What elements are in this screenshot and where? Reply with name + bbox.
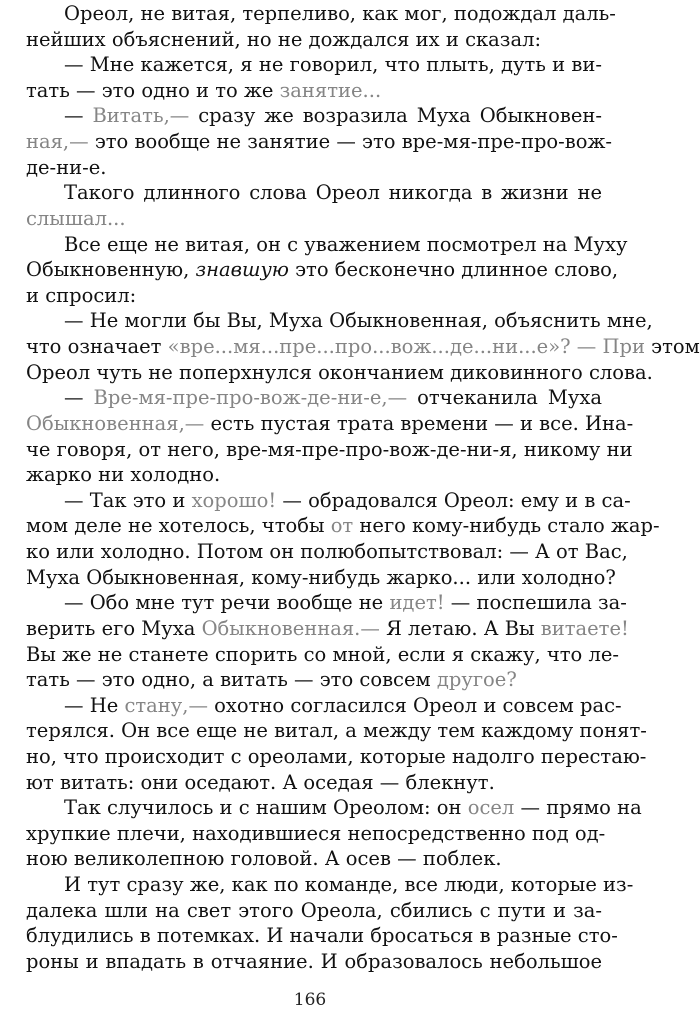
text-segment: этом <box>644 335 700 359</box>
text-line: но, что происходит с ореолами, которые надолго перестаю- <box>26 744 647 768</box>
text-line: терялся. Он все еще не витал, а между тем каждому понят- <box>26 719 647 743</box>
text-segment: — Обо мне тут речи вообще не <box>64 591 390 615</box>
text-segment: есть пустая трата времени — и все. Ина- <box>204 411 634 435</box>
text-segment: охотно согласился Ореол и совсем рас- <box>207 693 622 717</box>
text-segment: занятие... <box>279 78 382 102</box>
text-line <box>26 668 602 692</box>
text-segment: — Не <box>64 693 125 717</box>
text-line: далека шли на свет этого Ореола, сбились с пути и за- <box>26 898 602 922</box>
text-line <box>26 130 613 154</box>
text-line: — Мне кажется, я не говорил, что плыть, дуть и ви- <box>64 53 602 77</box>
text-line <box>26 335 700 359</box>
text-segment: него кому-нибудь стало жар- <box>353 514 660 538</box>
text-segment: — поспешила за- <box>444 591 627 615</box>
text-segment: Вре-мя-пре-про-вож-де-ни-е,— <box>93 386 408 410</box>
text-segment: Я летаю. А Вы <box>379 616 541 640</box>
text-line <box>64 488 631 513</box>
text-line: блудились в потемках. И начали бросаться в разные сто- <box>26 924 618 948</box>
text-line <box>64 796 642 820</box>
text-segment: тать — это одно, а витать — это совсем <box>26 668 437 692</box>
text-segment: Обыкновенную, <box>26 258 196 282</box>
text-segment: знавшую <box>195 258 289 282</box>
text-line <box>26 258 619 282</box>
text-line <box>26 514 660 538</box>
text-line: И тут сразу же, как по команде, все люди, которые из- <box>64 873 634 897</box>
text-line: ко или холодно. Потом он полюбопытствовал: — А от Вас, <box>26 540 628 564</box>
text-segment: Так случилось и с нашим Ореолом: он <box>64 796 468 820</box>
text-line: — Не могли бы Вы, Муха Обыкновенная, объяснить мне, <box>64 309 653 333</box>
text-segment: витаете! <box>540 616 629 640</box>
text-segment: хорошо! <box>191 488 277 512</box>
text-line <box>26 616 629 641</box>
text-segment: отчеканила Муха <box>407 386 602 410</box>
text-line: Такого длинного слова Ореол никогда в жизни не <box>64 181 602 205</box>
page-number: 166 <box>293 990 327 1010</box>
text-segment: сразу же возразила Муха Обыкновен- <box>189 104 602 128</box>
text-segment: Витать,— <box>92 104 190 128</box>
text-segment: «вре...мя...пре...про...вож...де...ни...е»? — При <box>167 335 645 359</box>
text-segment: верить его Муха <box>26 616 202 640</box>
text-line: и спросил: <box>26 283 137 307</box>
text-segment: осел <box>467 796 515 820</box>
text-line <box>64 104 602 128</box>
text-line: роны и впадать в отчаяние. И образовалось небольшое <box>26 949 602 973</box>
text-segment: это вообще не занятие — это вре-мя-пре-про-вож- <box>88 130 613 154</box>
text-segment: это бесконечно длинное слово, <box>288 258 619 282</box>
text-line <box>26 207 602 231</box>
text-line: ют витать: они оседают. А оседая — блекнут. <box>26 770 495 794</box>
text-segment: мом деле не хотелось, чтобы <box>26 514 331 538</box>
text-line: хрупкие плечи, находившиеся непосредственно под од- <box>26 821 606 845</box>
text-segment: слышал... <box>26 206 126 230</box>
text-segment: — <box>64 104 93 128</box>
text-segment: — <box>64 386 94 410</box>
text-segment: идет! <box>389 591 445 615</box>
text-segment: тать — это одно и то же <box>26 78 280 102</box>
text-line: жарко ни холодно. <box>26 463 221 487</box>
text-line <box>64 693 622 718</box>
text-line <box>64 386 602 410</box>
text-line <box>26 79 602 103</box>
text-segment: что означает <box>26 335 168 359</box>
text-segment: от <box>330 514 354 538</box>
text-line: Вы же не станете спорить со мной, если я скажу, что ле- <box>26 642 619 666</box>
text-line: де-ни-е. <box>26 155 107 179</box>
text-segment: стану,— <box>124 693 208 717</box>
text-line: нейших объяснений, но не дождался их и сказал: <box>26 27 542 51</box>
text-line <box>26 411 634 436</box>
text-line: Муха Обыкновенная, кому-нибудь жарко... или холодно? <box>26 565 616 589</box>
text-line: Ореол чуть не поперхнулся окончанием диковинного слова. <box>26 360 653 384</box>
text-line: Ореол, не витая, терпеливо, как мог, подождал даль- <box>64 2 616 25</box>
text-segment: — прямо на <box>514 796 642 820</box>
text-line: ною великолепною головой. А осев — поблек. <box>26 847 502 871</box>
text-segment: — Так это и <box>64 488 192 512</box>
text-line <box>64 591 627 615</box>
text-segment: другое? <box>436 668 517 692</box>
text-segment: Обыкновенная.— <box>201 616 380 640</box>
text-line: че говоря, от него, вре-мя-пре-про-вож-де-ни-я, никому ни <box>26 437 633 461</box>
text-line: Все еще не витая, он с уважением посмотрел на Муху <box>64 232 628 256</box>
text-segment: ная,— <box>26 130 89 154</box>
text-segment: Обыкновенная,— <box>26 411 205 435</box>
text-segment: — обрадовался Ореол: ему и в са- <box>276 488 631 512</box>
